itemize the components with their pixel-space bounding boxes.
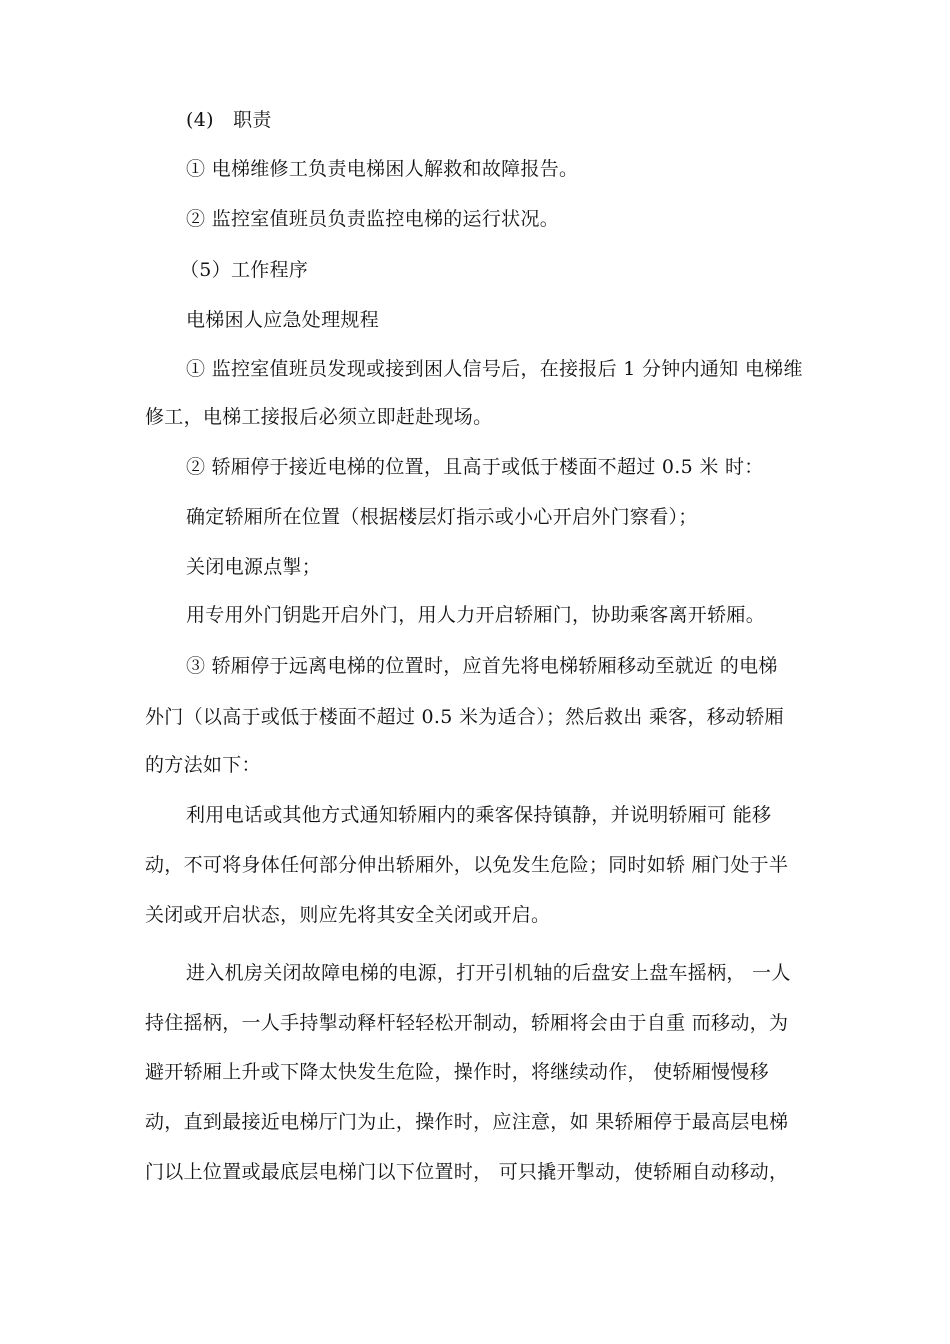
step-3-line-3: 的方法如下：	[145, 754, 261, 776]
para-notify-line-2: 动，不可将身体任何部分伸出轿厢外，以免发生危险；同时如轿 厢门处于半	[145, 854, 789, 876]
step-3-line-2: 外门（以高于或低于楼面不超过 0.5 米为适合）；然后救出 乘客，移动轿厢	[145, 706, 784, 728]
duty-item-1: ① 电梯维修工负责电梯困人解救和故障报告。	[186, 158, 579, 180]
para-machine-room-line-4: 动，直到最接近电梯厅门为止，操作时，应注意，如 果轿厢停于最高层电梯	[145, 1111, 789, 1133]
step-3-line-1: ③ 轿厢停于远离电梯的位置时，应首先将电梯轿厢移动至就近 的电梯	[186, 655, 778, 677]
para-machine-room-line-1: 进入机房关闭故障电梯的电源，打开引机轴的后盘安上盘车摇柄， 一人	[186, 962, 791, 984]
step-2-line-1: ② 轿厢停于接近电梯的位置，且高于或低于楼面不超过 0.5 米 时：	[186, 456, 764, 478]
procedure-title: 电梯困人应急处理规程	[186, 309, 380, 331]
section-4-heading: (4) 职责	[186, 109, 272, 131]
step-2-sub-3: 用专用外门钥匙开启外门，用人力开启轿厢门，协助乘客离开轿厢。	[186, 604, 766, 626]
para-machine-room-line-2: 持住摇柄，一人手持掣动释杆轻轻松开制动，轿厢将会由于自重 而移动，为	[145, 1012, 789, 1034]
step-2-sub-2: 关闭电源点掣；	[186, 556, 322, 578]
duty-item-2: ② 监控室值班员负责监控电梯的运行状况。	[186, 208, 560, 230]
para-machine-room-line-5: 门以上位置或最底层电梯门以下位置时， 可只撬开掣动，使轿厢自动移动，	[145, 1161, 789, 1183]
para-notify-line-3: 关闭或开启状态，则应先将其安全关闭或开启。	[145, 904, 551, 926]
step-1-line-1: ① 监控室值班员发现或接到困人信号后，在接报后 1 分钟内通知 电梯维	[186, 358, 803, 380]
para-notify-line-1: 利用电话或其他方式通知轿厢内的乘客保持镇静，并说明轿厢可 能移	[186, 804, 772, 826]
section-5-heading: （5）工作程序	[180, 259, 309, 281]
step-1-line-2: 修工，电梯工接报后必须立即赶赴现场。	[145, 406, 493, 428]
para-machine-room-line-3: 避开轿厢上升或下降太快发生危险，操作时，将继续动作， 使轿厢慢慢移	[145, 1061, 769, 1083]
step-2-sub-1: 确定轿厢所在位置（根据楼层灯指示或小心开启外门察看）；	[186, 506, 698, 528]
